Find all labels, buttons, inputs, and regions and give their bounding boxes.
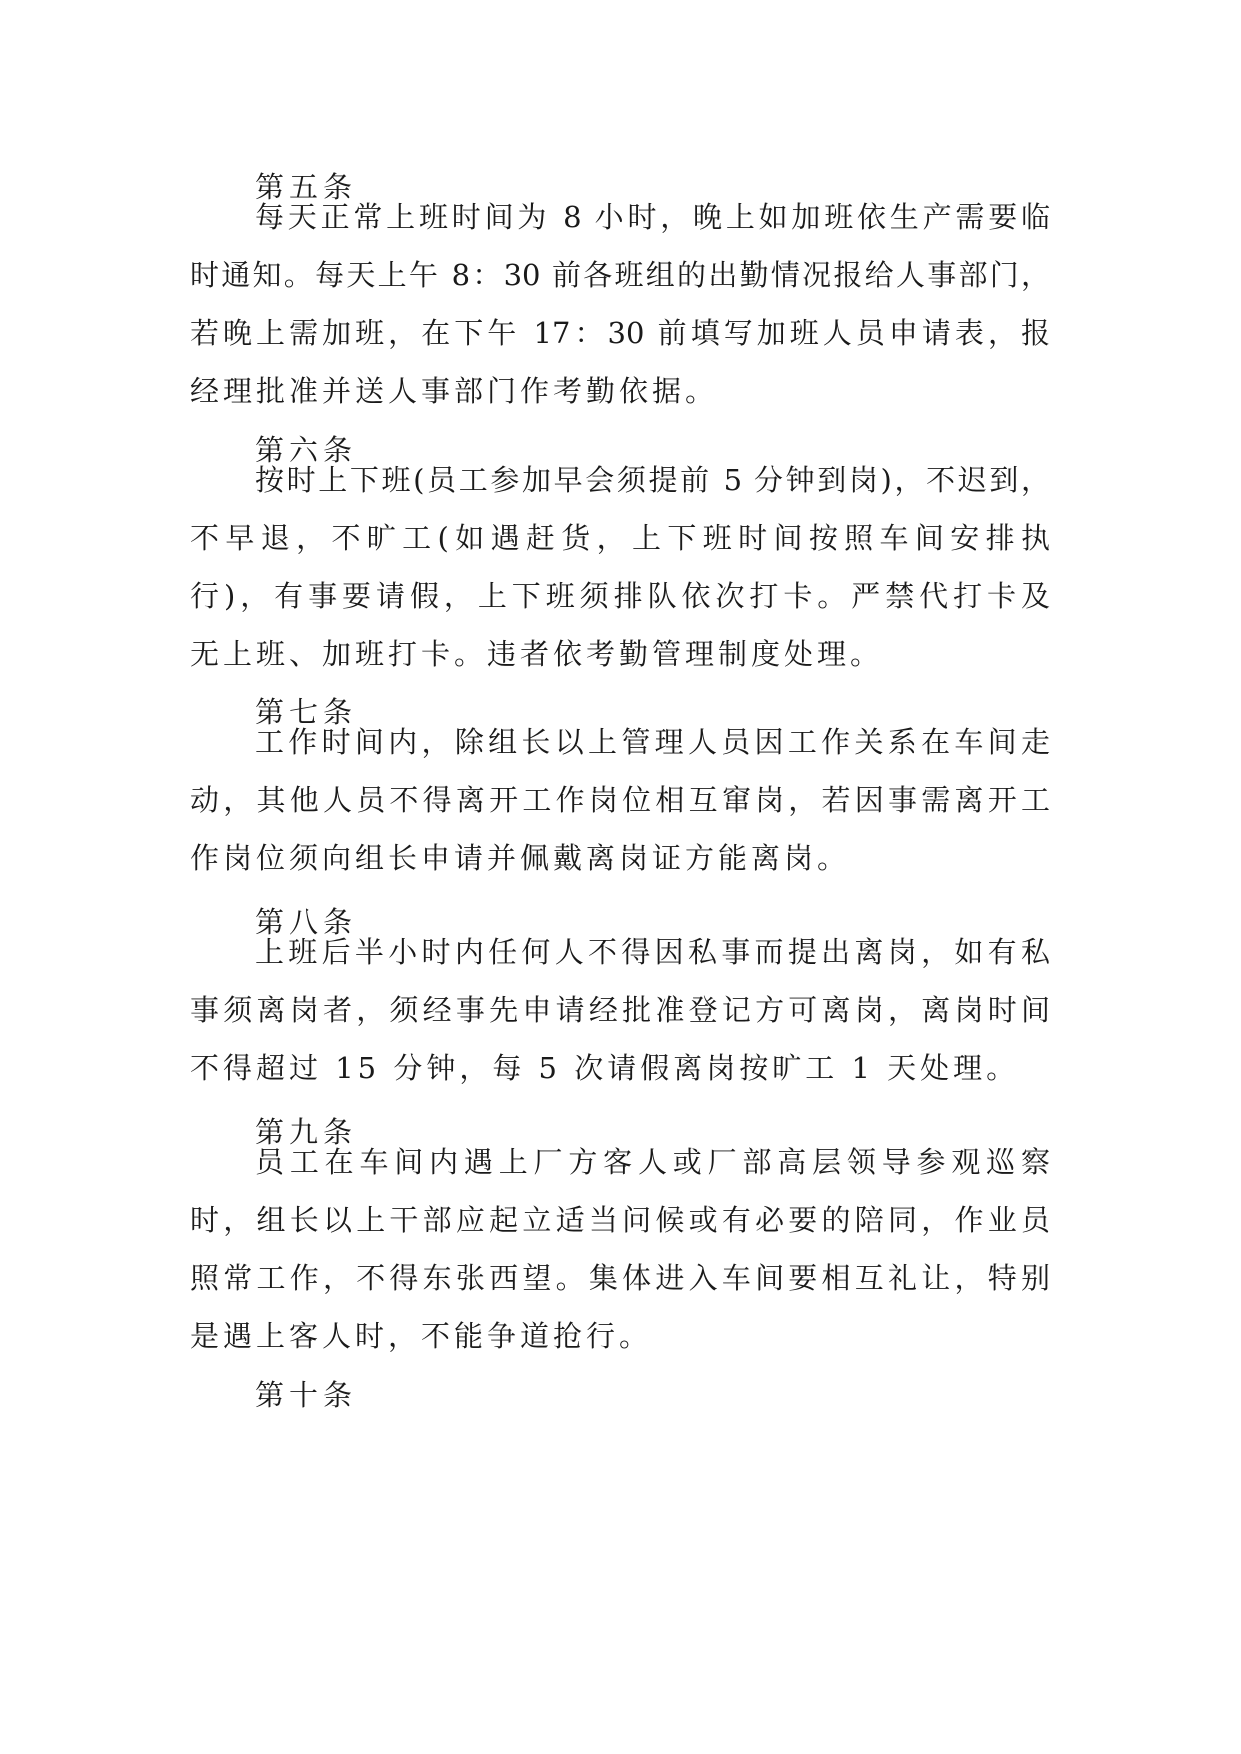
- article-body: [190, 1133, 1050, 1365]
- article-heading: 第十条: [255, 1378, 358, 1412]
- paragraph-line: 不得超过 15 分钟，每 5 次请假离岗按旷工 1 天处理。: [190, 1051, 1020, 1085]
- article-body: [190, 451, 1050, 683]
- paragraph-line: 作岗位须向组长申请并佩戴离岗证方能离岗。: [190, 841, 851, 875]
- paragraph-line: 每天正常上班时间为 8 小时，晚上如加班依生产需要临: [255, 200, 1050, 234]
- paragraph-line: 工作时间内，除组长以上管理人员因工作关系在车间走: [255, 725, 1050, 759]
- paragraph-line: 事须离岗者，须经事先申请经批准登记方可离岗，离岗时间: [190, 993, 1050, 1027]
- article-body: [190, 923, 1050, 1097]
- article-heading: 第八条: [255, 905, 358, 939]
- paragraph-line: 若晚上需加班，在下午 17：30 前填写加班人员申请表，报: [190, 316, 1050, 350]
- paragraph-line: 行)，有事要请假，上下班须排队依次打卡。严禁代打卡及: [190, 579, 1050, 613]
- paragraph-line: 是遇上客人时，不能争道抢行。: [190, 1319, 653, 1353]
- article-heading: 第六条: [255, 433, 358, 467]
- paragraph-line: 按时上下班(员工参加早会须提前 5 分钟到岗)，不迟到，: [255, 463, 1050, 497]
- article-heading: 第七条: [255, 695, 358, 729]
- paragraph-line: 不早退，不旷工(如遇赶货，上下班时间按照车间安排执: [190, 521, 1050, 555]
- paragraph-line: 时，组长以上干部应起立适当问候或有必要的陪同，作业员: [190, 1203, 1050, 1237]
- article-heading: 第九条: [255, 1115, 358, 1149]
- article-heading: 第五条: [255, 170, 358, 204]
- paragraph-line: 动，其他人员不得离开工作岗位相互窜岗，若因事需离开工: [190, 783, 1050, 817]
- paragraph-line: 经理批准并送人事部门作考勤依据。: [190, 374, 719, 408]
- article-body: [190, 713, 1050, 887]
- paragraph-line: 上班后半小时内任何人不得因私事而提出离岗，如有私: [255, 935, 1050, 969]
- paragraph-line: 员工在车间内遇上厂方客人或厂部高层领导参观巡察: [255, 1145, 1050, 1179]
- paragraph-line: 照常工作，不得东张西望。集体进入车间要相互礼让，特别: [190, 1261, 1050, 1295]
- article-body: [190, 188, 1050, 420]
- paragraph-line: 无上班、加班打卡。违者依考勤管理制度处理。: [190, 637, 884, 671]
- paragraph-line: 时通知。每天上午 8：30 前各班组的出勤情况报给人事部门，: [190, 258, 1050, 292]
